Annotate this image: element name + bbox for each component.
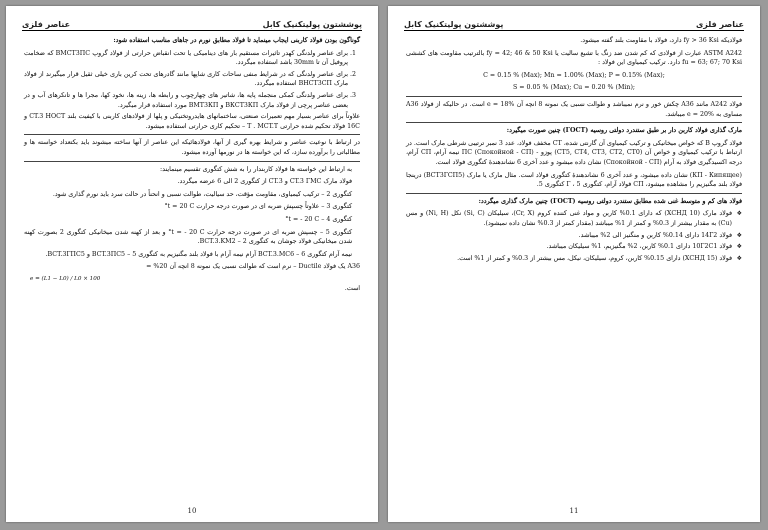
page-number: 11	[569, 507, 579, 515]
header-left-text: پوششتون پولیتکنیک کابل	[404, 20, 504, 29]
category-line: فولاد مارک CT.3 ГМС و CT.3 از کتگوری 2 الی 6 عرضه میگردد.	[177, 178, 352, 186]
category-line: نیمه آرام کتگوری 6 – BCT.3.MC6 آرام نیمه آرام با فولاد بلند مگنیزیم به کتگوری 5 – BCT.3ПС5 و BCT.3ГПС5.	[45, 250, 352, 258]
divider	[24, 134, 360, 135]
a36-text: A36 یک فولاد Ductile – نرم است که طوالت نسبی یک نمونه 8 انچه آن 20% =	[146, 263, 360, 271]
list-item: 3. برای عناصر ولدنگی کمکی منجمله پایه ها، شاتیر های چهارچوب و رابطه ها، زینه ها، نخود کها، مجرا ها و تانکرهای آب و در بعضی عناصر پرچی از فولاد مارک ВКСТ3КП و ВМТ3КП مورد استفاده قرار میگیرد.	[24, 91, 348, 110]
paragraph: ASTM A242 عبارت از فولادی که کم شدن ضد زنگ با تشیع سالیت یا fy = 42; 46 & 50 Ksi بالترتیب مقاومت های کششی fu = 63; 67; 70 Ksi دارد. ترکیب کیمیاوی این فولاد :	[406, 49, 743, 67]
paragraph: در ارتباط با نوعیت عناصر و شرایط بهره گیری از آنها، فولادهائیکه این عناصر از آنها ساخته میشوند باید بکتعداد خواسته ها و مطالباتی را برآورده سازد، که این خواسته ها در نورمها آورده میشود.	[24, 139, 360, 156]
chemistry-line: S = 0.05 % (Max); Cu = 0.20 % (Min);	[512, 84, 636, 92]
page-header	[22, 15, 362, 31]
paragraph: فولاد A242 مانند A36 چکش خور و نرم نمیباشد و طوالت نسبی یک نمونه 8 انچه آن e = 18% است. در حالیکه از فولاد A36 مساوی به e = 20% میباشد.	[406, 100, 742, 118]
usage-list	[24, 49, 360, 111]
a36-paragraph	[24, 262, 360, 272]
category-line: کتگوری 5 – چسپش ضربه ای در صورت درجه حرارت t = - 20 C° و بعد از کهنه شدن میخانیکی کتگوری 2 بصورت کهنه شدن میخانیکی فولاد جوشان به کتگوری 2 – BCT.3.KM2.	[24, 228, 353, 246]
divider	[406, 193, 742, 194]
category-line: کتگوری 3 – علاوتاً چسپش ضربه ای در صورت درجه حرارت t = 20 C°	[164, 203, 352, 211]
alloy-list	[406, 209, 742, 263]
list-item: 2. برای عناصر ولدنگی که در شرایط منفی ساحات کاری شاپها مانند گادرهای تحت کرین باری خیلی ثقیل قرار میگیرند از فولاد مارک ВНСТ3СП استفاده میگردد.	[24, 70, 348, 89]
divider	[406, 96, 742, 97]
list-item: ❖ فولاد مارک (10 ХСНД) که دارای 0.1% کاربن و مواد غنی کننده کروم (Cr, X)، سیلیکان (Si, C) نکل (Ni, H) و مس (Cu) به مقدار بیشتر از 0.3% و کمتر از 1% میباشد (مقدار کمتر از 0.3% نشان داده نمیشود).	[406, 209, 732, 228]
list-item: ❖ فولاد 14Г2 دارای 0.14% کاربن و منگنیز الی 2% میباشد.	[406, 231, 732, 241]
category-line: کتگوری 4 – t = - 20 C°	[285, 215, 352, 223]
document-page-10	[6, 6, 378, 522]
page-header	[404, 15, 744, 31]
list-item: 1. برای عناصر ولدنگی کهدر تاثیرات مستقیم بار های دینامیکی یا تحت انقباض حرارتی از فولاد گروپ BMCT3ПС که ضخامت پروفیل آن تا 30mm باشد استفاده میگردد.	[24, 49, 348, 68]
a36-end: است.	[344, 285, 360, 293]
list-item: ❖ فولاد (15 ХСНД) دارای 0.15% کاربن، کروم، سیلیکان، نیکل، مس بیشتر از 0.3% و کمتر از 1% است.	[406, 254, 732, 264]
page-body	[24, 36, 360, 502]
divider	[406, 122, 742, 123]
category-line: کتگوری 2 – ترکیب کیمیاوی، مقاومت مؤقت، حد سیالیت، طوالت نسبی و انحناً در حالت سرد باید نورم گذاری شود.	[52, 190, 352, 198]
chemistry-line: C = 0.15 % (Max); Mn = 1.00% (Max); P = 0.15% (Max);	[483, 71, 665, 79]
section-heading: مارک گذاری فولاد کاربن دار بر طبق ستندرد دولتی روسیه (ГОСТ) چنین صورت میگیرد:	[506, 127, 742, 135]
page-number: 10	[187, 507, 197, 515]
divider	[24, 161, 360, 162]
header-right-text: پوششتون پولیتکنیک کابل	[262, 20, 362, 29]
paragraph: فولادیکه fy > 36 Ksi دارد، فولاد با مقاومت بلند گفته میشود.	[580, 37, 742, 44]
page-body	[406, 36, 742, 502]
paragraph: فولاد گروپ B که خواص میخانیکی و ترکیب کیمیاوی آن گارنتی شده، CT مخفف فولاد، عدد 3 نمبر ترتیبی شرطی مارک است. در ارتباط با ترکیب کیمیاوی و خواص آن (CT5, CT4, CT3, CT2, CT0) پوزو - ПС (Спокойной - СП) نیمه آرام، СП آرام، درجه اکسیدگیری فولاد به آرام (Спокойной - СП) نشان داده میشود و عدد آخری 6 نشاندهندهٔ کتگوری فولاد است.	[406, 139, 742, 166]
paragraph: (КП - Кипящее) نشان داده میشود، و عدد آخری 6 نشاندهندهٔ کتگوری فولاد است. مثال مارک یا مارک (ВСТ3ГСП5) درینجا فولاد بلند مگنیزیم را مشاهده میشود، СП فولاد آرام، کتگوری 5 ، Г کتگوری 5.	[406, 171, 742, 189]
elongation-formula: e = (L1 − L0) / L0 × 100	[30, 275, 101, 282]
paragraph: به ارتباط این خواسته ها فولاد کاربندار را به شش کتگوری تقسیم مینمایند:	[160, 165, 352, 173]
header-left-text: عناصر فلزی	[22, 20, 71, 29]
paragraph: علاوتاً برای عناصر بسیار مهم تعمیرات صنعتی، ساختمانهای هایدروتخنیکی و پلها از فولادهای کاربنی با کیفیت بلند CT.3 HOCT و 16C فولاد تحکیم شده حرارتی T . MCT.T – تحکیم کاری حرارتی استفاده میشود.	[24, 113, 361, 130]
section-heading: فولاد های کم و متوسط غنی شده مطابق ستندرد دولتی روسیه (ГОСТ) چنین مارک گذاری میگردد:	[478, 197, 742, 205]
header-right-text: عناصر فلزی	[695, 20, 744, 29]
list-item: ❖ فولاد 10Г2С1 دارای 0.1% کاربن، 2% مگنیزیم، 1% سیلیکان میباشد.	[406, 242, 732, 252]
document-page-11	[388, 6, 760, 522]
section-title: گوناگون بودن فولاد کاربنی ایجاب مینماید تا فولاد مطابق نورم در جاهای مناسب استفاده شود:	[113, 37, 360, 44]
